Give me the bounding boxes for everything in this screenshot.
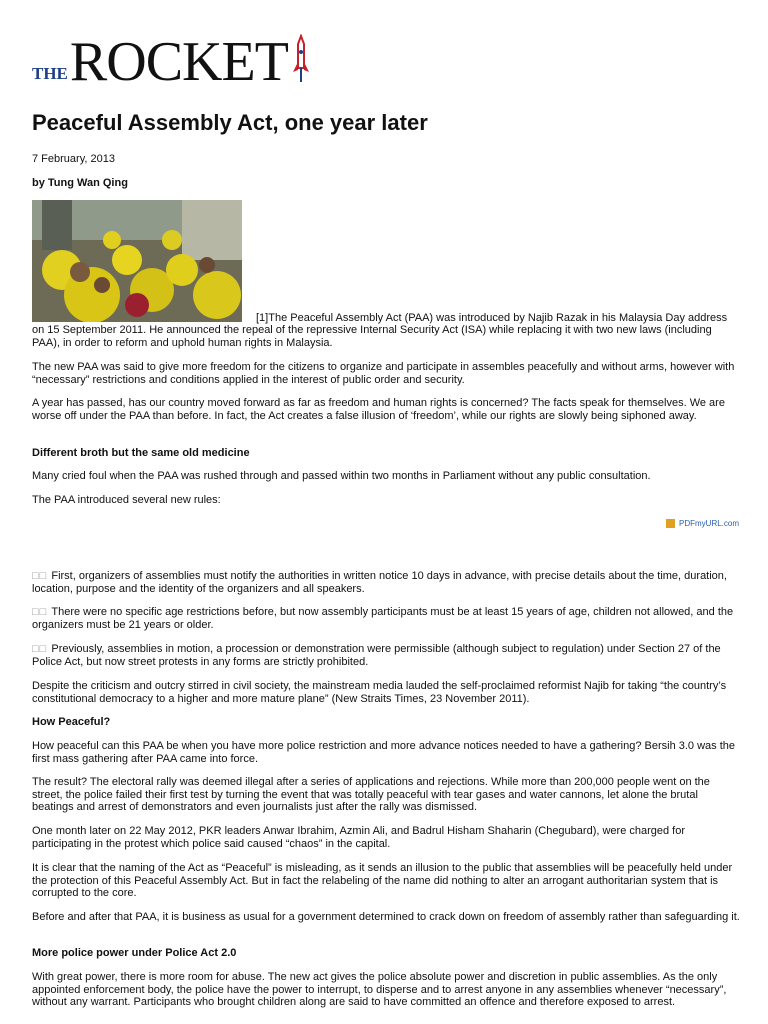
pdf-label: PDFmyURL.com (679, 519, 740, 528)
article-byline: by Tung Wan Qing (32, 177, 128, 189)
pdfmyurl-link[interactable] (666, 519, 739, 528)
paragraph-1: [1]The Peaceful Assembly Act (PAA) was introduced by Najib Razak in his Malaysia Day address (256, 312, 728, 324)
paragraph-10: It is clear that the naming of the Act as “Peaceful” is misleading, as it sends an illusion to the public that assemblies will be peacefully held under the protection of this Peaceful Assembly Act. But in fact the relabeling of the name did nothing to alter an arrogant authoritarian system that is corrupted to the core. (32, 862, 733, 899)
paragraph-11: Before and after that PAA, it is business as usual for a government determined to crack down on freedom of assembly rather than safeguarding it. (32, 911, 740, 923)
rocket-icon (290, 34, 312, 86)
bullet-1 (32, 570, 740, 595)
bullet-1-text: First, organizers of assemblies must notify the authorities in written notice 10 days in advance, with precise details about the time, duration, location, purpose and the identity of the organizers and all speakers. (32, 570, 727, 595)
logo-the: THE (32, 64, 68, 83)
bullet-2-text: There were no specific age restrictions before, but now assembly participants must be at least 15 years of age, children not allowed, and the organizers must be 21 years or older. (32, 606, 734, 631)
paragraph-7: How peaceful can this PAA be when you have more police restriction and more advance notices needed to have a gathering? Bersih 3.0 was the first mass gathering after PAA came into force. (32, 740, 736, 765)
bullet-glyph: □□ (32, 606, 52, 618)
heading-how-peaceful: How Peaceful? (32, 716, 111, 728)
paragraph-3: A year has passed, has our country moved forward as far as freedom and human rights is concerned? The facts speak for themselves. We are worse off under the PAA than before. In fact, the Act creates a false illusion of ‘freedom’, while our rights are slowly being siphoned away. (32, 397, 725, 422)
paragraph-4: Many cried foul when the PAA was rushed through and passed within two months in Parliament without any public consultation. (32, 470, 651, 482)
bullet-3-text: Previously, assemblies in motion, a procession or demonstration were permissible (although subject to regulation) under Section 27 of the Police Act, but now street protests in any forms are strictly prohibited. (32, 643, 721, 668)
paragraph-2: The new PAA was said to give more freedom for the citizens to organize and participate in assembles peacefully and without arms, however with “necessary” restrictions and conditions applied in the interest of public order and security. (32, 361, 735, 386)
pdf-icon (666, 519, 675, 528)
paragraph-8: The result? The electoral rally was deemed illegal after a series of applications and rejections. While more than 200,000 people went on the street, the police failed their first test by turning the event that was totally peaceful with tear gases and water cannons, let alone the brutal beatings and arrest of demonstrators and even journalists just after the rally was dismissed. (32, 776, 710, 813)
paragraph-5: The PAA introduced several new rules: (32, 494, 221, 506)
bullet-glyph: □□ (32, 570, 52, 582)
paragraph-9: One month later on 22 May 2012, PKR leaders Anwar Ibrahim, Azmin Ali, and Badrul Hisham Shaharin (Chegubard), were charged for participating in the protest which police said caused “chaos” in the capital. (32, 825, 686, 850)
paragraph-1b: on 15 September 2011. He announced the repeal of the repressive Internal Security Act (ISA) while replacing it with two new laws (including PAA), in order to reform and uphold human rights in Malaysia. (32, 324, 712, 349)
rocket-logo (32, 30, 312, 93)
paragraph-6: Despite the criticism and outcry stirred in civil society, the mainstream media lauded the self-proclaimed reformist Najib for taking “the country’s constitutional democracy to a higher and more mature plane” (New Straits Times, 23 November 2011). (32, 680, 727, 705)
heading-police-power: More police power under Police Act 2.0 (32, 947, 237, 959)
bullet-glyph: □□ (32, 643, 52, 655)
bullet-3 (32, 643, 740, 668)
paragraph-12: With great power, there is more room for abuse. The new act gives the police absolute power and discretion in public assemblies. As the only appointed enforcement body, the police have the power to interrupt, to disperse and to arrest anyone in any assemblies whenever “necessary”, without any warrant. Participants who brought children along are said to have committed an offence and therefore exposed to arrest. (32, 971, 727, 1008)
article-title: Peaceful Assembly Act, one year later (32, 110, 428, 135)
logo-rocket: ROCKET (69, 31, 288, 93)
article-photo (32, 200, 242, 322)
heading-different-broth: Different broth but the same old medicine (32, 447, 250, 459)
article-date: 7 February, 2013 (32, 153, 115, 165)
bullet-2 (32, 606, 740, 631)
